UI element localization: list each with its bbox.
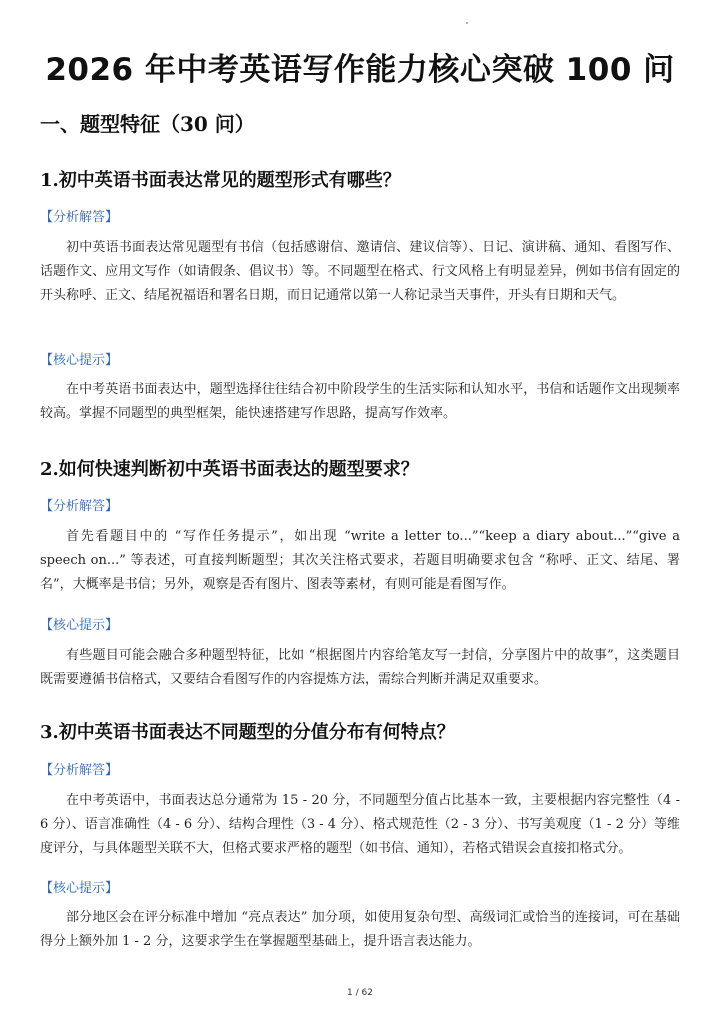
question-1-title: 1.初中英语书面表达常见的题型形式有哪些？	[40, 170, 401, 191]
section-title: 一、题型特征（30 问）	[40, 112, 255, 136]
question-1-tip: 在中考英语书面表达中，题型选择往往结合初中阶段学生的生活实际和认知水平，书信和话题作文出现频率较高。掌握不同题型的典型框架，能快速搭建写作思路，提高写作效率。	[40, 382, 680, 421]
question-1-analysis-label: 【分析解答】	[40, 210, 119, 225]
question-2-title: 2.如何快速判断初中英语书面表达的题型要求？	[40, 459, 419, 480]
question-2-analysis-label: 【分析解答】	[40, 499, 119, 514]
question-2-tip: 有些题目可能会融合多种题型特征，比如 “根据图片内容给笔友写一封信，分享图片中的故事”，这类题目既需要遵循书信格式，又要结合看图写作的内容提炼方法，需综合判断并满足双重要求。	[40, 648, 680, 687]
question-3-analysis: 在中考英语中，书面表达总分通常为 15 - 20 分，不同题型分值占比基本一致，主要根据内容完整性（4 - 6 分）、语言准确性（4 - 6 分）、结构合理性（3 - 4 分）、格式规范性（2 - 3 分）、书写美观度（1 - 2 分）等维度评分，与具体题型关联不大，但格式要求严格的题型（如书信、通知），若格式错误会直接扣格式分。	[40, 793, 680, 856]
question-1-tip-label: 【核心提示】	[40, 353, 119, 368]
question-1-analysis: 初中英语书面表达常见题型有书信（包括感谢信、邀请信、建议信等）、日记、演讲稿、通知、看图写作、话题作文、应用文写作（如请假条、倡议书）等。不同题型在格式、行文风格上有明显差异，例如书信有固定的开头称呼、正文、结尾祝福语和署名日期，而日记通常以第一人称记录当天事件，开头有日期和天气。	[40, 240, 680, 303]
document-title: 2026 年中考英语写作能力核心突破 100 问	[45, 52, 675, 88]
question-2-tip-label: 【核心提示】	[40, 618, 119, 633]
question-3-tip-label: 【核心提示】	[40, 881, 119, 896]
page-number: 1 / 62	[347, 988, 373, 998]
question-3-analysis-label: 【分析解答】	[40, 763, 119, 778]
decorative-dot	[466, 22, 468, 24]
question-3-tip: 部分地区会在评分标准中增加 “亮点表达” 加分项，如使用复杂句型、高级词汇或恰当的连接词，可在基础得分上额外加 1 - 2 分，这要求学生在掌握题型基础上，提升语言表达能力。	[40, 910, 680, 949]
question-3-title: 3.初中英语书面表达不同题型的分值分布有何特点？	[40, 722, 455, 743]
question-2-analysis: 首先看题目中的 “写作任务提示”，如出现 “write a letter to...”“keep a diary about...”“give a speech on...” 等表述，可直接判断题型；其次关注格式要求，若题目明确要求包含 “称呼、正文、结尾、署名”，大概率是书信；另外，观察是否有图片、图表等素材，有则可能是看图写作。	[40, 529, 680, 592]
